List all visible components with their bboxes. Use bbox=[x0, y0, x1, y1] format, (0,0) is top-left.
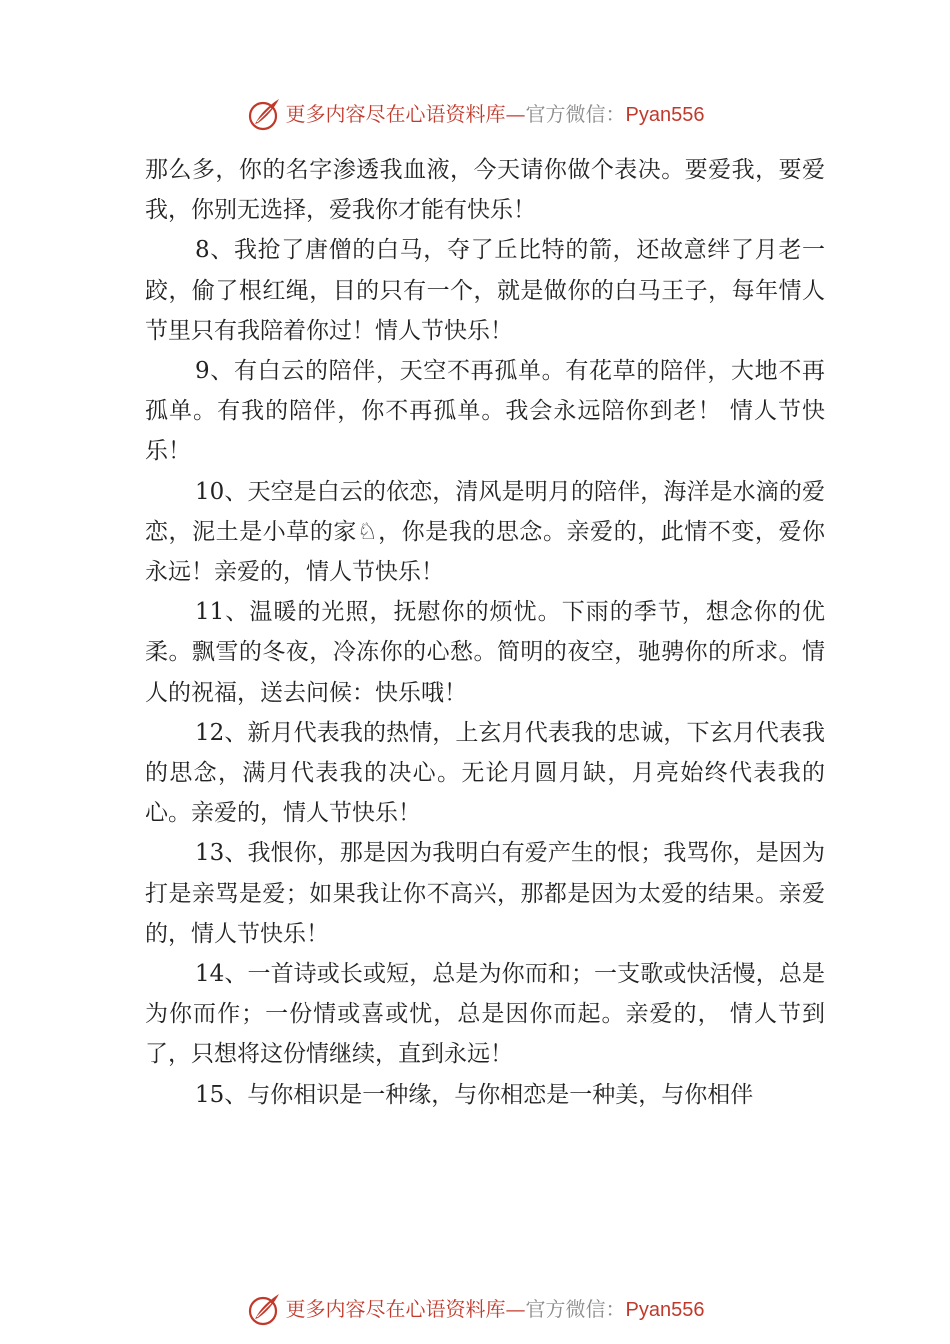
footer-text bbox=[285, 1296, 705, 1321]
paragraph-item-13: 13、我恨你，那是因为我明白有爱产生的恨；我骂你，是因为打是亲骂是爱；如果我让你不高兴，那都是因为太爱的结果。亲爱的，情人节快乐！ bbox=[145, 840, 825, 947]
header-dash: — bbox=[505, 101, 526, 126]
footer-wechat-label: 官方微信： bbox=[525, 1296, 626, 1321]
paragraph-item-10: 10、天空是白云的依恋，清风是明月的陪伴，海洋是水滴的爱恋，泥土是小草的家♘，你是我的思念。亲爱的，此情不变，爱你永远！亲爱的，情人节快乐！ bbox=[145, 478, 825, 586]
paragraph-item-8: 8、我抢了唐僧的白马，夺了丘比特的箭，还故意绊了月老一跤，偷了根红绳，目的只有一个，就是做你的白马王子，每年情人节里只有我陪着你过！情人节快乐！ bbox=[145, 237, 825, 344]
footer-wechat-id: Pyan556 bbox=[625, 1298, 705, 1321]
paragraph-item-9: 9、有白云的陪伴，天空不再孤单。有花草的陪伴，大地不再孤单。有我的陪伴，你不再孤单。我会永远陪你到老！ 情人节快乐！ bbox=[145, 358, 825, 465]
header-brand: 更多内容尽在心语资料库 bbox=[285, 101, 506, 126]
paragraph-item-11: 11、温暖的光照，抚慰你的烦忧。下雨的季节，想念你的优柔。飘雪的冬夜，冷冻你的心愁。简明的夜空，驰骋你的所求。情人的祝福，送去问候：快乐哦！ bbox=[145, 599, 825, 706]
footer-dash: — bbox=[505, 1296, 526, 1321]
paragraph-item-15: 15、与你相识是一种缘，与你相恋是一种美，与你相伴 bbox=[195, 1081, 754, 1108]
header-text bbox=[285, 101, 705, 126]
header-wechat-id: Pyan556 bbox=[625, 103, 705, 126]
paragraph-item-14: 14、一首诗或长或短，总是为你而和；一支歌或快活慢，总是为你而作；一份情或喜或忧，总是因你而起。亲爱的， 情人节到了，只想将这份情继续，直到永远！ bbox=[145, 961, 825, 1068]
header-banner bbox=[0, 94, 950, 134]
quill-logo-icon bbox=[246, 96, 282, 132]
paragraph-continuation: 那么多，你的名字渗透我血液，今天请你做个表决。要爱我，要爱我，你别无选择，爱我你才能有快乐！ bbox=[145, 157, 825, 224]
document-body bbox=[145, 150, 825, 1115]
header-wechat-label: 官方微信： bbox=[525, 101, 626, 126]
paragraph-item-12: 12、新月代表我的热情，上玄月代表我的忠诚，下玄月代表我的思念，满月代表我的决心。无论月圆月缺，月亮始终代表我的心。亲爱的，情人节快乐！ bbox=[145, 719, 825, 827]
footer-banner bbox=[0, 1289, 950, 1329]
footer-brand: 更多内容尽在心语资料库 bbox=[285, 1296, 506, 1321]
quill-logo-icon bbox=[246, 1291, 282, 1327]
